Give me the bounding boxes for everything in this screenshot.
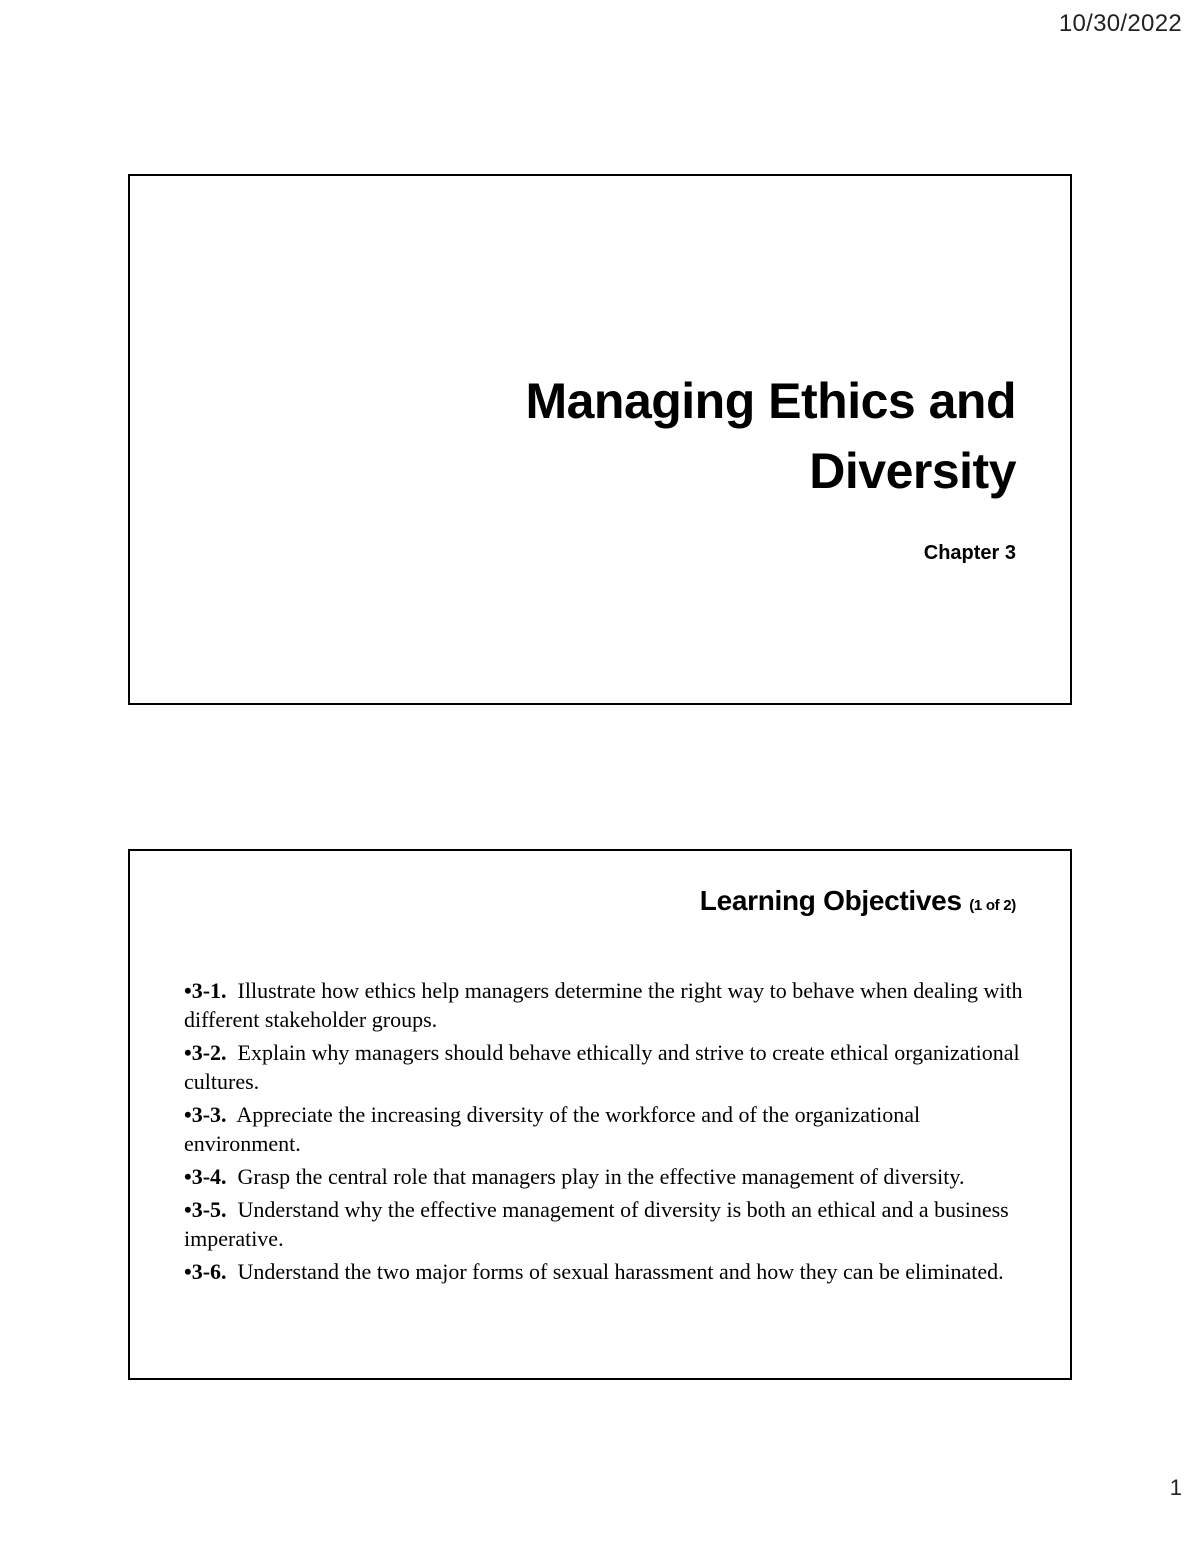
slide-title-line-2: Diversity: [809, 443, 1016, 499]
objective-number: •3-3.: [184, 1102, 227, 1127]
objective-item: [184, 1162, 1024, 1191]
objective-number: •3-2.: [184, 1040, 227, 1065]
objective-text: Understand why the effective management of diversity is both an ethical and a business imperative.: [184, 1197, 1009, 1251]
objective-number: •3-5.: [184, 1197, 227, 1222]
slide-title: [525, 366, 1016, 506]
objective-number: •3-4.: [184, 1164, 227, 1189]
objective-text: Explain why managers should behave ethically and strive to create ethical organizational cultures.: [184, 1040, 1020, 1094]
objective-item: [184, 1195, 1024, 1253]
objective-text: Grasp the central role that managers play in the effective management of diversity.: [237, 1164, 965, 1189]
objectives-list: [184, 976, 1024, 1290]
slide-title-line-1: Managing Ethics and: [525, 373, 1016, 429]
objective-number: •3-6.: [184, 1259, 227, 1284]
objectives-heading-suffix: (1 of 2): [969, 897, 1016, 914]
objectives-heading: [700, 885, 1016, 917]
page-date: 10/30/2022: [1058, 10, 1182, 37]
objectives-slide: [128, 849, 1072, 1380]
objective-item: [184, 1038, 1024, 1096]
page-number: 1: [1169, 1475, 1182, 1500]
objective-item: [184, 1257, 1024, 1286]
objective-text: Illustrate how ethics help managers determine the right way to behave when dealing with different stakeholder groups.: [184, 978, 1023, 1032]
objective-text: Appreciate the increasing diversity of the workforce and of the organizational environment.: [184, 1102, 921, 1156]
title-block: [525, 366, 1016, 565]
objectives-heading-text: Learning Objectives: [699, 885, 962, 916]
objective-item: [184, 976, 1024, 1034]
objective-text: Understand the two major forms of sexual harassment and how they can be eliminated.: [237, 1259, 1004, 1284]
objective-item: [184, 1100, 1024, 1158]
title-slide: [128, 174, 1072, 705]
chapter-label: Chapter 3: [923, 542, 1016, 564]
objective-number: •3-1.: [184, 978, 227, 1003]
